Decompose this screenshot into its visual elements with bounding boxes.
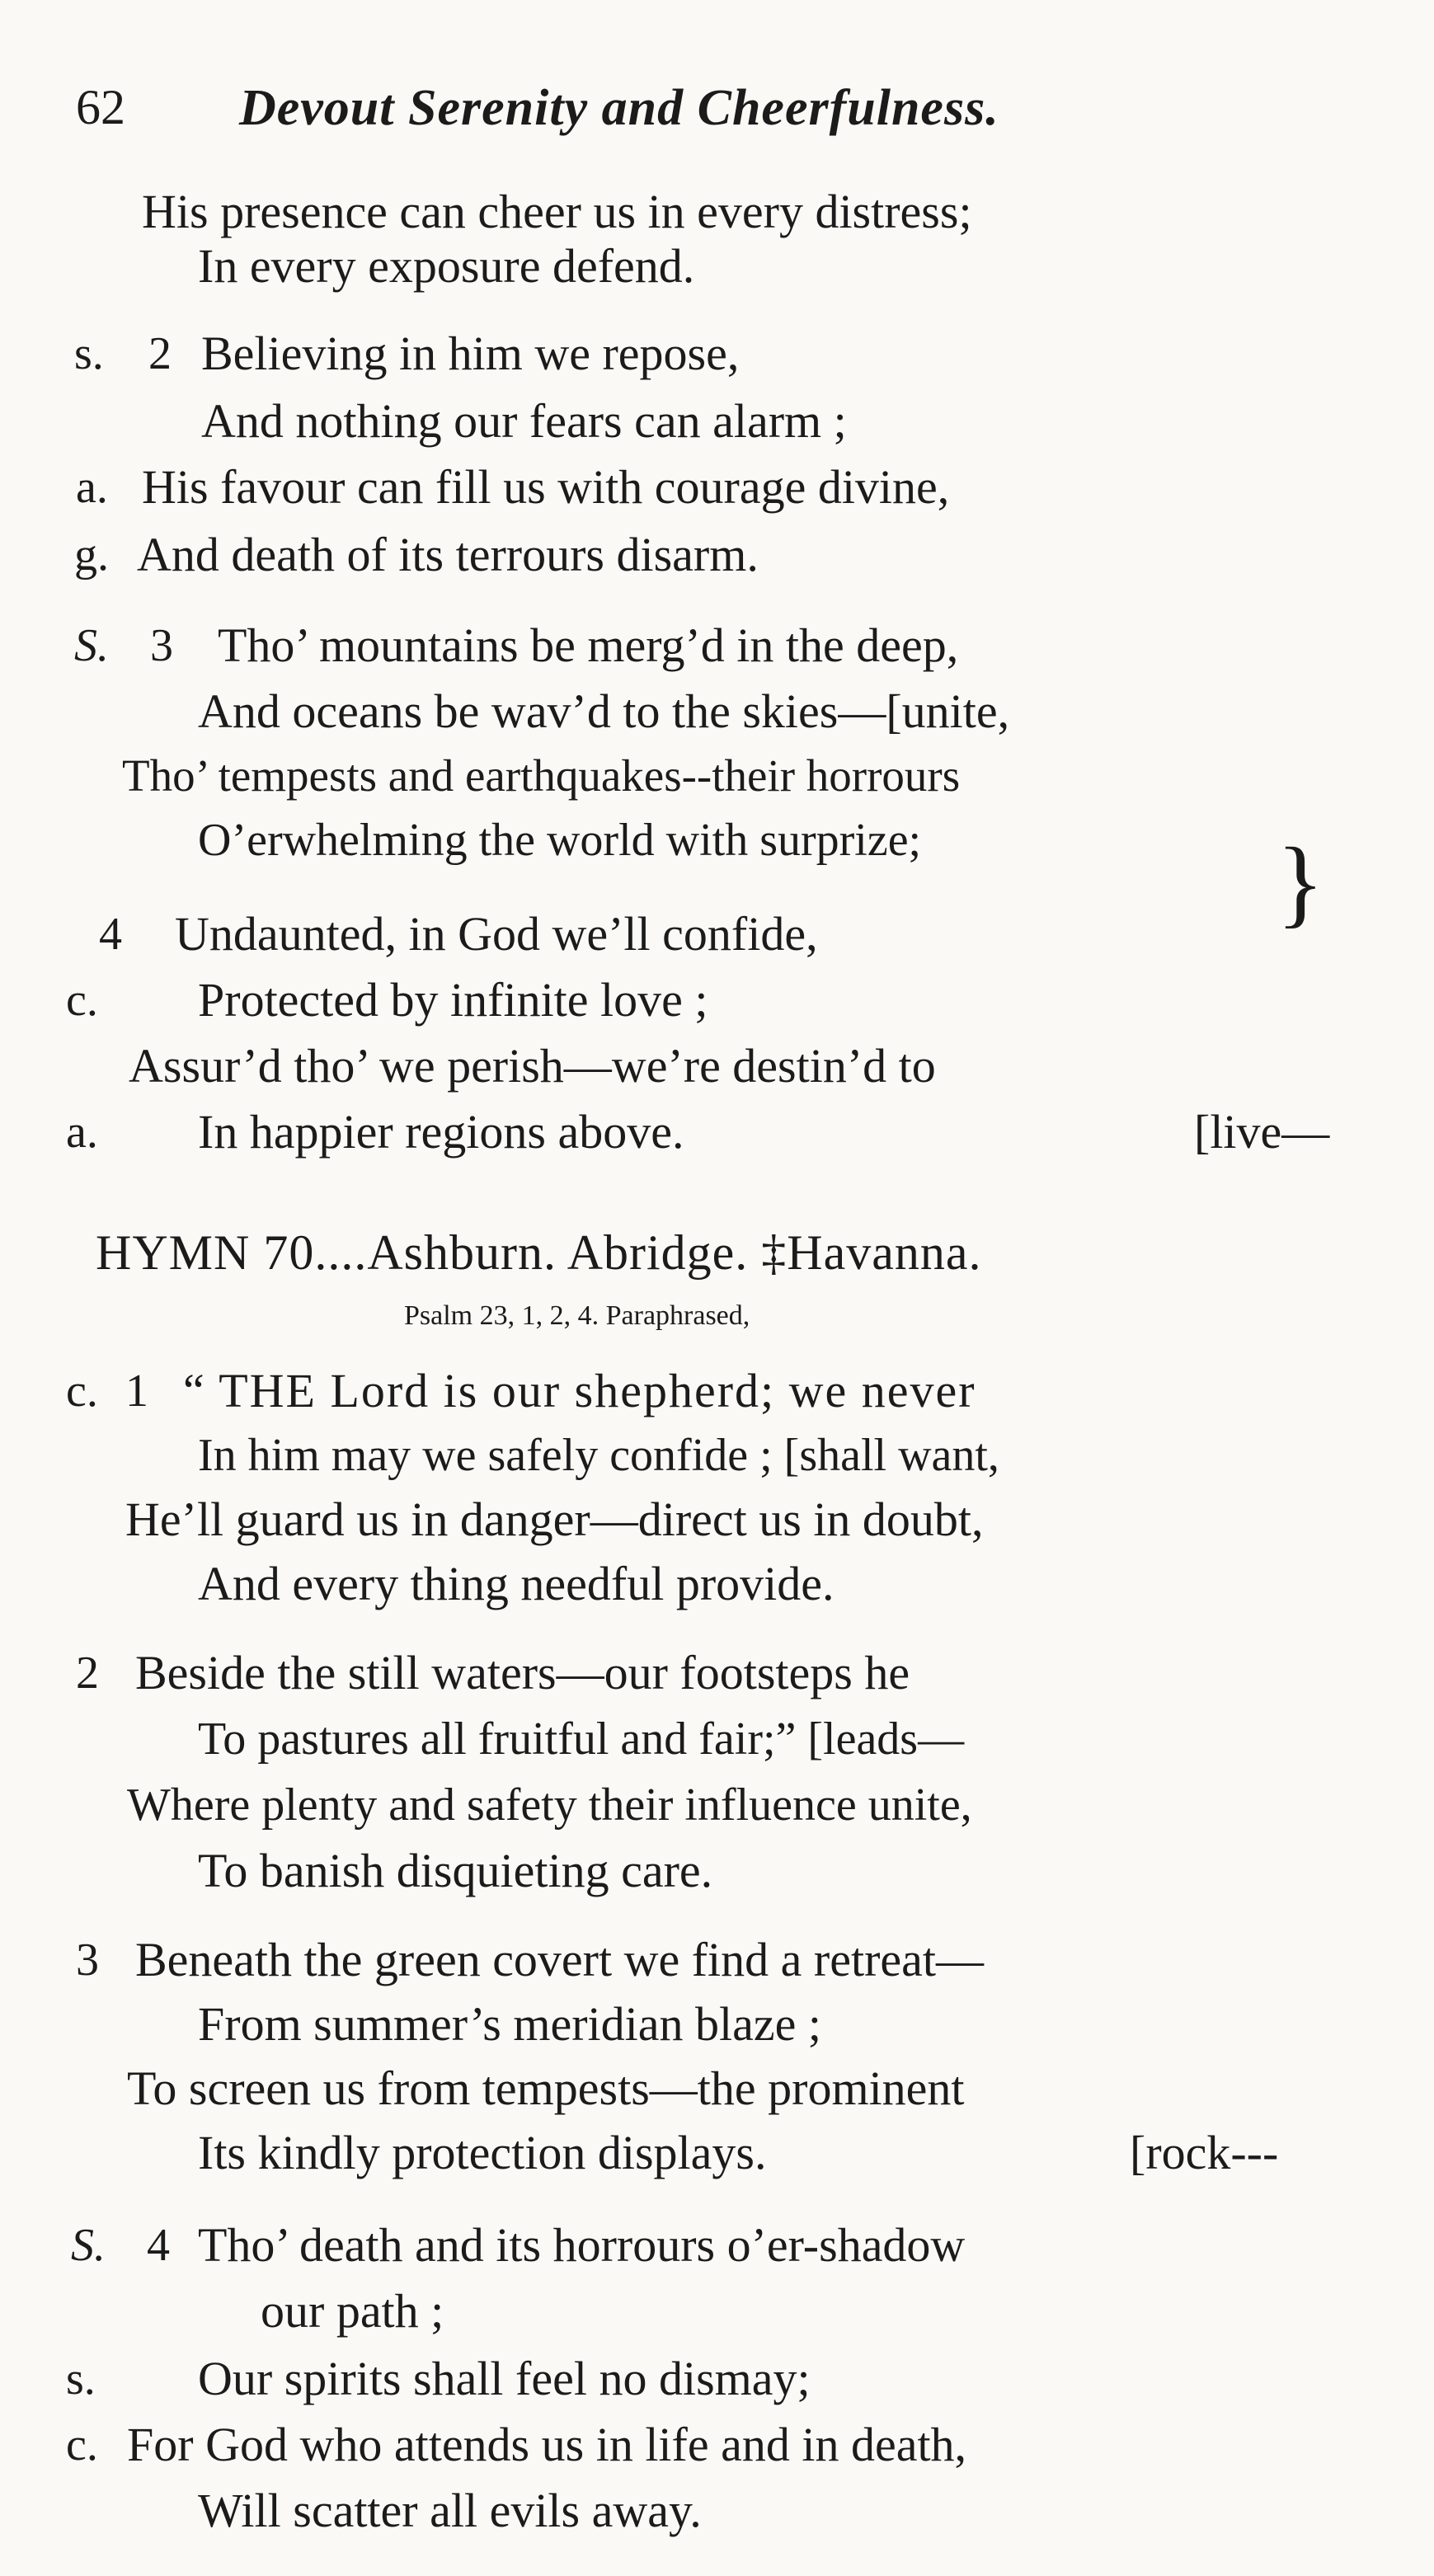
verse-line: Tho’ death and its horrours o’er-shadow <box>198 2218 966 2272</box>
hymn-subheading: Psalm 23, 1, 2, 4. Paraphrased, <box>404 1300 750 1331</box>
verse-line: And every thing needful provide. <box>198 1557 835 1610</box>
verse-line: From summer’s meridian blaze ; <box>198 1997 821 2051</box>
stanza-number: 4 <box>147 2220 170 2271</box>
verse-line: His presence can cheer us in every distress; <box>142 185 972 238</box>
verse-line: Its kindly protection displays. <box>198 2126 767 2179</box>
verse-line: Will scatter all evils away. <box>198 2484 702 2537</box>
dynamic-mark: g. <box>74 529 109 581</box>
verse-line: Undaunted, in God we’ll confide, <box>175 907 818 961</box>
verse-line-continuation: [rock--- <box>1130 2126 1279 2179</box>
brace-mark: } <box>1276 827 1324 937</box>
verse-line: In him may we safely confide ; [shall want, <box>198 1430 999 1481</box>
dynamic-mark: c. <box>66 975 98 1026</box>
stanza-number: 1 <box>125 1366 148 1417</box>
verse-line: Believing in him we repose, <box>201 327 740 380</box>
dynamic-mark: S. <box>71 2220 106 2271</box>
verse-line: His favour can fill us with courage divine, <box>142 460 950 514</box>
verse-line: And death of its terrours disarm. <box>137 528 759 581</box>
stanza-number: 2 <box>76 1648 99 1699</box>
verse-line: Beside the still waters—our footsteps he <box>135 1646 910 1699</box>
stanza-number: 3 <box>76 1934 99 1986</box>
verse-line: Assur’d tho’ we perish—we’re destin’d to <box>129 1039 936 1093</box>
dynamic-mark: a. <box>66 1107 98 1158</box>
verse-line: To pastures all fruitful and fair;” [leads— <box>198 1713 965 1765</box>
verse-line: “ THE Lord is our shepherd; we never <box>183 1364 976 1417</box>
stanza-number: 2 <box>148 328 172 379</box>
verse-line: Protected by infinite love ; <box>198 973 708 1027</box>
verse-line: our path ; <box>261 2284 444 2338</box>
verse-line: And oceans be wav’d to the skies—[unite, <box>198 684 1010 738</box>
stanza-number: 3 <box>150 620 173 671</box>
running-title: Devout Serenity and Cheerfulness. <box>239 80 999 136</box>
dynamic-mark: S. <box>74 620 109 671</box>
verse-line: He’ll guard us in danger—direct us in doubt, <box>125 1492 984 1546</box>
verse-line: O’erwhelming the world with surprize; <box>198 815 922 866</box>
verse-line: Where plenty and safety their influence unite, <box>127 1779 972 1831</box>
verse-line: For God who attends us in life and in death, <box>127 2418 967 2471</box>
hymn-heading: HYMN 70....Ashburn. Abridge. ‡Havanna. <box>96 1225 982 1280</box>
verse-line: Beneath the green covert we find a retreat— <box>135 1933 984 1986</box>
dynamic-mark: c. <box>66 1366 98 1417</box>
dynamic-mark: a. <box>76 462 108 513</box>
verse-line: Tho’ tempests and earthquakes--their horrours <box>122 750 961 801</box>
stanza-number: 4 <box>99 909 122 960</box>
verse-line: To banish disquieting care. <box>198 1844 713 1897</box>
page-number: 62 <box>76 80 125 134</box>
verse-line: In happier regions above. <box>198 1105 684 1159</box>
dynamic-mark: s. <box>66 2353 96 2404</box>
verse-line: Our spirits shall feel no dismay; <box>198 2352 811 2405</box>
verse-line: To screen us from tempests—the prominent <box>127 2061 965 2115</box>
dynamic-mark: s. <box>74 328 104 379</box>
verse-line: And nothing our fears can alarm ; <box>201 394 847 448</box>
verse-line-continuation: [live— <box>1194 1105 1330 1159</box>
dynamic-mark: c. <box>66 2419 98 2470</box>
verse-line: In every exposure defend. <box>198 239 695 293</box>
verse-line: Tho’ mountains be merg’d in the deep, <box>218 618 959 672</box>
